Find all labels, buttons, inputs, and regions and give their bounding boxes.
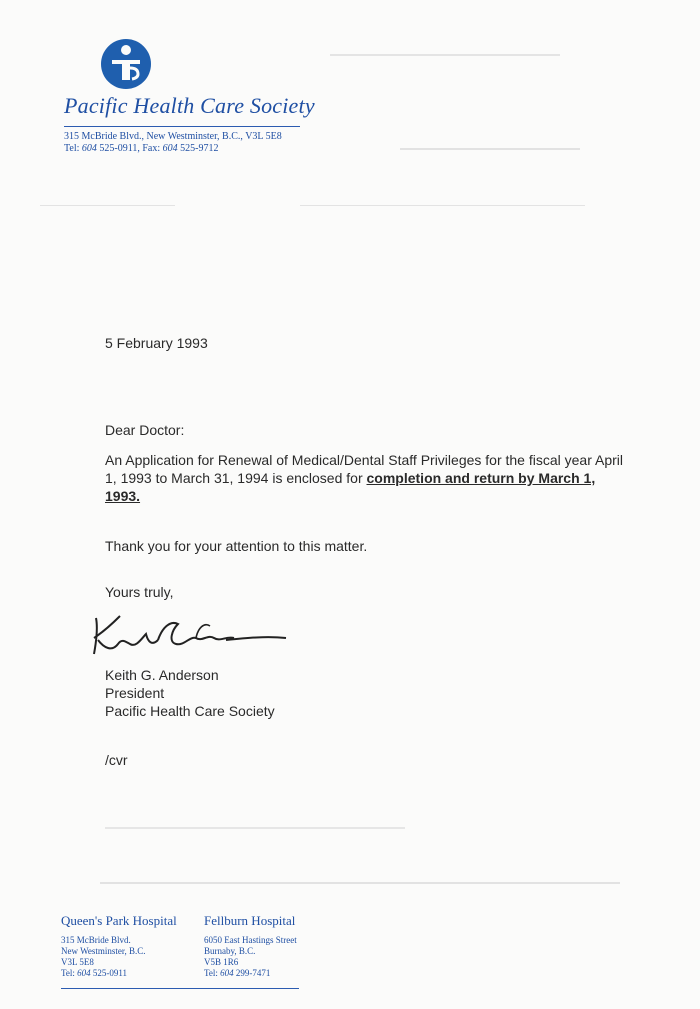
footer-divider	[61, 988, 299, 989]
footer-queens-park: Queen's Park Hospital 315 McBride Blvd. New Westminster, B.C. V3L 5E8 Tel: 604 525-0911	[61, 913, 177, 978]
show-through-mark	[105, 827, 405, 829]
footer-fellburn: Fellburn Hospital 6050 East Hastings Street Burnaby, B.C. V5B 1R6 Tel: 604 299-7471	[204, 913, 297, 978]
letterhead-divider	[64, 126, 300, 127]
signer-org: Pacific Health Care Society	[105, 703, 275, 719]
org-phone-fax: Tel: 604 525-0911, Fax: 604 525-9712	[64, 143, 219, 154]
signer-block	[105, 666, 275, 720]
signature-icon	[86, 608, 296, 660]
deadline-emphasis: completion and return by March 1, 1993.	[105, 470, 596, 504]
signer-name: Keith G. Anderson	[105, 667, 219, 683]
thanks-line: Thank you for your attention to this matter.	[105, 538, 368, 554]
show-through-mark	[400, 148, 580, 150]
org-address: 315 McBride Blvd., New Westminster, B.C., V3L 5E8	[64, 131, 282, 142]
footer-hospital-name: Fellburn Hospital	[204, 913, 296, 928]
letter-date: 5 February 1993	[105, 335, 208, 351]
typist-initials: /cvr	[105, 752, 128, 768]
letter-paragraph: An Application for Renewal of Medical/Dental Staff Privileges for the fiscal year April 1, 1993 to March 31, 1994 is enclosed for completion and return by March 1, 1993.	[105, 452, 623, 504]
signer-title: President	[105, 685, 165, 701]
society-logo-icon	[100, 38, 152, 90]
show-through-mark	[330, 54, 560, 56]
show-through-mark	[100, 882, 620, 884]
show-through-mark	[300, 205, 585, 206]
show-through-mark	[40, 205, 175, 206]
salutation: Dear Doctor:	[105, 422, 185, 438]
org-name: Pacific Health Care Society	[64, 93, 315, 118]
footer-hospital-name: Queen's Park Hospital	[61, 913, 177, 928]
closing: Yours truly,	[105, 584, 174, 600]
